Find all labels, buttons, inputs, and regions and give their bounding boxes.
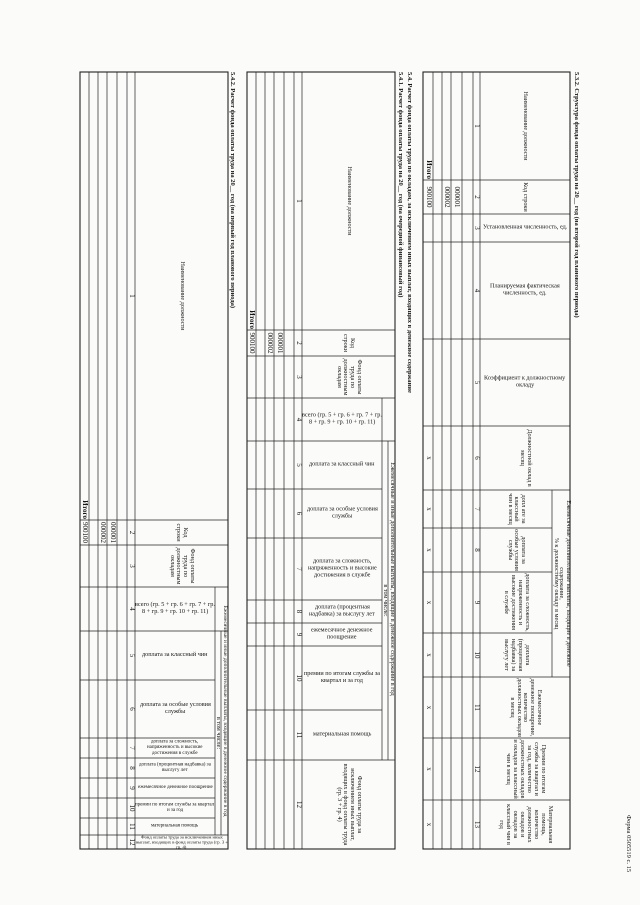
r532-code: 000002 <box>443 186 452 208</box>
h532-salary-coef: Коэффициент к должностному окладу <box>484 374 566 389</box>
h541-c6: доплата за особые условия службы <box>306 505 378 520</box>
h532-planned: Планируемая фактическая численность, ед. <box>490 282 560 297</box>
section-532-title: 5.3.2. Структура фонда оплаты труда на 20__ год (на второй год планового периода) <box>573 72 580 318</box>
c532-num: 5 <box>473 380 482 385</box>
c532-num: 13 <box>473 821 482 828</box>
c541-num: 6 <box>294 511 303 516</box>
h542-c11: материальная помощь <box>151 823 199 829</box>
h541-group: Ежемесячные и иные дополнительные выплаты, входящие в денежное содержание в год <box>388 462 396 696</box>
c542-num: 4 <box>127 607 136 611</box>
h541-c7: доплата за сложность, напряженность и высокие достижения в службе <box>307 557 377 579</box>
c532-num: 11 <box>473 704 482 711</box>
r542-code: 000002 <box>99 522 108 543</box>
c541-num: 2 <box>294 341 303 345</box>
h541-c8: доплата (процентная надбавка) за выслугу лет <box>309 603 375 618</box>
h532-monthly-payments-sub: % к должностному окладу в месяц <box>553 537 561 630</box>
h532-code: Код строки <box>522 182 530 212</box>
c532-num: 12 <box>473 765 482 773</box>
h542-fund-excl: Фонд оплаты труда за исключением иных выплат, входящих в фонд оплаты труда (гр. 3 + гр. 4) <box>135 834 228 850</box>
c542-num: 6 <box>127 707 136 711</box>
h542-code: Код строки <box>175 523 190 542</box>
section-54-title: 5.4. Расчет фонда оплаты труда по окладам, за исключением иных выплат, входящих в денежное содержание <box>406 72 413 393</box>
c542-num: 1 <box>127 294 136 298</box>
c532-num: 10 <box>473 651 482 659</box>
h542-group: Ежемесячные и иные дополнительные выплаты, входящие в денежное содержание в год <box>221 605 228 817</box>
c542-num: 3 <box>127 564 136 568</box>
c541-num: 10 <box>294 674 303 682</box>
total-532-x: x <box>424 767 433 771</box>
c532-num: 6 <box>473 456 482 460</box>
h532-p9: доплата за сложность, напряженность и высокие достижения в службе <box>503 573 531 632</box>
c541-num: 4 <box>294 417 303 422</box>
c542-num: 10 <box>127 804 136 812</box>
total-532-x: x <box>424 653 433 657</box>
c542-num: 7 <box>127 746 136 750</box>
h541-total: всего (гр. 5 + гр. 6 + гр. 7 + гр. 8 + гр. 9 + гр. 10 + гр. 11) <box>302 411 382 426</box>
h532-monthly-payments-group: Ежемесячные дополнительные выплаты, входящие в денежное содержание, <box>558 500 573 667</box>
c541-num: 12 <box>294 801 303 808</box>
h541-c5: доплата за классный чин <box>309 460 375 468</box>
c542-num: 9 <box>127 786 136 790</box>
c542-num: 2 <box>127 530 136 535</box>
h532-p8: доплата за особые условия службы <box>506 529 528 571</box>
r541-code: 000001 <box>275 332 284 354</box>
c541-num: 5 <box>294 463 303 467</box>
h532-bonus: Премии по итогам службы за квартал и за год, количество должностных окладов и окладов за классный чин в месяц <box>505 739 547 799</box>
r541-code: 000002 <box>266 332 275 354</box>
total-532-x: x <box>424 822 433 827</box>
total-541-code: 900100 <box>248 332 257 354</box>
c532-num: 2 <box>473 195 482 199</box>
c532-num: 4 <box>473 288 482 293</box>
c541-num: 8 <box>294 609 303 614</box>
c542-num: 8 <box>127 766 136 770</box>
c541-num: 1 <box>294 199 303 203</box>
h542-in-that: в том числе: <box>215 716 223 750</box>
h542-fund-salary: Фонд оплаты труда по должностным окладам <box>168 547 197 585</box>
section-542-title: 5.4.2. Расчет фонда оплаты труда на 20__ год (на первый год планового периода) <box>229 72 236 309</box>
section-541-title: 5.4.1. Расчет фонда оплаты труда на 20__ год (на очередной финансовый год) <box>397 72 404 298</box>
h541-code: Код строки <box>342 333 357 353</box>
h542-c10: премии по итогам службы за квартал и за год <box>135 802 215 813</box>
total-532-x: x <box>424 600 433 605</box>
r532-code: 000001 <box>453 186 462 208</box>
h532-position: Наименование должности <box>522 91 530 161</box>
total-542-code: 900100 <box>81 522 90 543</box>
c542-num: 5 <box>127 653 136 658</box>
h542-position: Наименование должности <box>178 261 186 331</box>
h542-c5: доплата за классный чин <box>142 651 208 659</box>
c541-num: 9 <box>294 632 303 637</box>
h542-c9: ежемесячное денежное поощрение <box>137 785 213 791</box>
h541-position: Наименование должности <box>345 166 353 236</box>
total-532-x: x <box>424 507 433 511</box>
c532-num: 8 <box>473 548 482 552</box>
r542-code: 000001 <box>108 522 117 543</box>
total-541-label: Итого <box>248 310 257 329</box>
c532-num: 9 <box>473 600 482 605</box>
h541-c9: ежемесячное денежное поощрение <box>311 626 373 641</box>
c532-num: 7 <box>473 507 482 511</box>
h532-established: Установленная численность, ед. <box>482 223 568 231</box>
total-532-x: x <box>424 548 433 552</box>
h532-p10: доплата (процентная надбавка) за выслугу лет <box>503 638 531 672</box>
c532-num: 1 <box>473 124 482 128</box>
total-532-x: x <box>424 456 433 460</box>
h541-fund-excl: Фонд оплаты труда за исключением иных выплат, входящих в фонд оплаты труда (гр. 3 + гр. 4) <box>335 763 364 846</box>
total-532-code: 900100 <box>424 186 433 208</box>
c541-num: 11 <box>294 731 303 739</box>
h541-fund-salary: Фонд оплаты труда по должностным окладам <box>335 358 364 396</box>
h541-in-that: в том числе: <box>382 584 390 617</box>
h541-c11: материальная помощь <box>312 730 372 738</box>
c541-num: 7 <box>294 567 303 571</box>
h532-p7: допл ате за классный чин в месяц <box>506 493 528 525</box>
h532-monthly-salary: Должностной оклад в месяц <box>519 429 533 487</box>
h542-total: всего (гр. 5 + гр. 6 + гр. 7 + гр. 8 + гр. 9 + гр. 10 + гр. 11) <box>135 601 215 615</box>
h532-material: Материальная помощь, количество должностных окладов и окладов за классный чин в год <box>498 804 554 845</box>
c541-num: 3 <box>294 375 303 379</box>
c532-num: 3 <box>473 226 482 230</box>
h542-c6: доплата за особые условия службы <box>139 701 211 715</box>
total-532-label: Итого <box>424 160 433 179</box>
c542-num: 12 <box>127 838 136 846</box>
total-532-x: x <box>424 705 433 710</box>
c542-num: 11 <box>127 823 136 830</box>
total-542-label: Итого <box>81 500 90 519</box>
h532-other-group: Ежемесячное денежное поощрение, количество должностных окладов в месяц <box>508 678 544 737</box>
h542-c7: доплата за сложность, напряженность и высокие достижения в службе <box>147 739 203 756</box>
h541-c10: премии по итогам службы за квартал и за год <box>303 670 381 684</box>
h542-c8: доплата (процентная надбавка) за выслугу лет <box>139 762 211 773</box>
form-label: Форма 0505519 с. 15 <box>625 815 632 873</box>
